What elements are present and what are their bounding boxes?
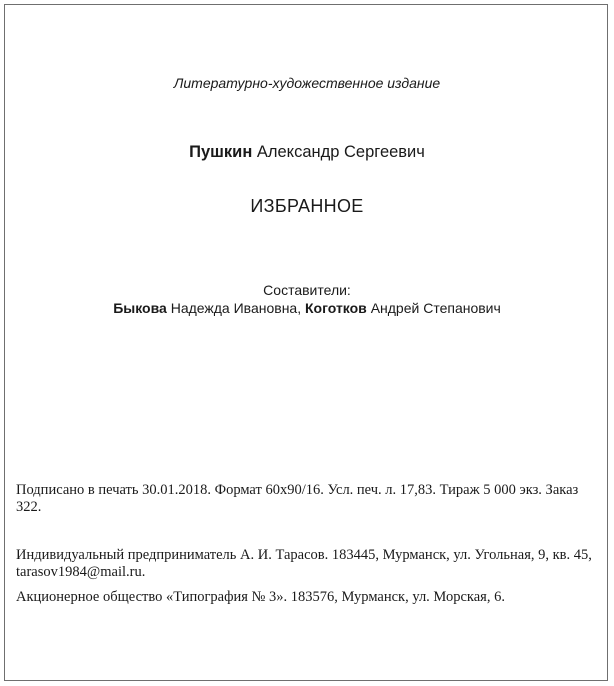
compilers-label: Составители: [263, 282, 351, 298]
compiler-2-surname: Коготков [305, 300, 367, 316]
compilers-names [0, 300, 614, 316]
compilers-separator: , [297, 300, 302, 316]
compiler-1-surname: Быкова [113, 300, 167, 316]
imprint-signed-to-print: Подписано в печать 30.01.2018. Формат 60x90/16. Усл. печ. л. 17,83. Тираж 5 000 экз. Заказ 322. [16, 482, 579, 515]
author-given-names: Александр Сергеевич [256, 143, 425, 161]
imprint-printer: Акционерное общество «Типография № 3». 183576, Мурманск, ул. Морская, 6. [16, 589, 505, 605]
compiler-1-given-names: Надежда Ивановна [170, 300, 298, 316]
author-surname: Пушкин [189, 143, 253, 161]
compiler-2-given-names: Андрей Степанович [370, 300, 501, 316]
book-title: ИЗБРАННОЕ [250, 196, 364, 216]
imprint-publisher: Индивидуальный предприниматель А. И. Тарасов. 183445, Мурманск, ул. Угольная, 9, кв. 45, tarasov1984@mail.ru. [16, 547, 592, 580]
author-name [0, 143, 614, 162]
series-line: Литературно-художественное издание [173, 75, 441, 91]
